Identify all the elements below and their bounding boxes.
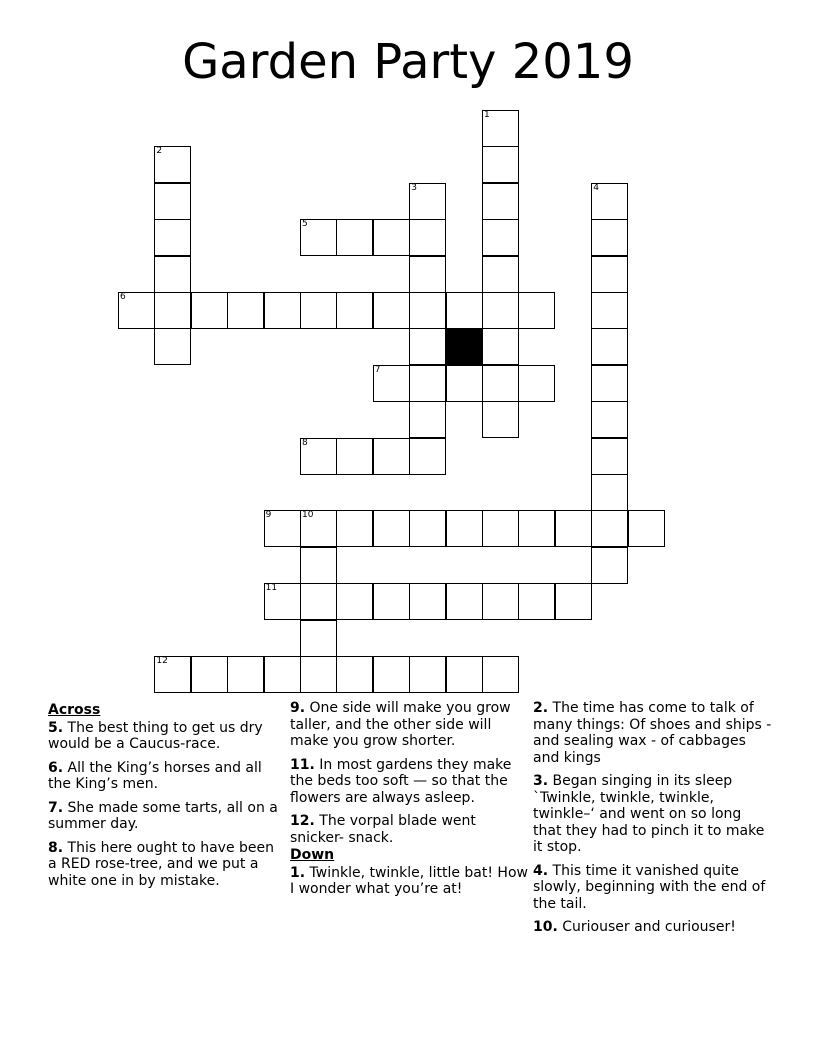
grid-cell[interactable] [482,292,519,329]
clue-text: The best thing to get us dry would be a Caucus-race. [48,719,263,752]
grid-cell[interactable] [373,583,410,620]
grid-cell[interactable] [518,583,555,620]
grid-cell[interactable] [373,656,410,693]
grid-cell[interactable] [409,183,446,220]
grid-cell[interactable] [591,401,628,438]
down-clue-list-continued [533,700,773,936]
clue-number-label: 1 [484,110,490,120]
grid-cell[interactable] [482,401,519,438]
clue-text: In most gardens they make the beds too soft — so that the flowers are always asleep. [290,756,512,806]
grid-cell[interactable] [227,292,264,329]
down-clue [533,700,773,766]
grid-cell[interactable] [336,656,373,693]
grid-cell[interactable] [300,292,337,329]
clue-number: 1. [290,864,306,881]
grid-cell[interactable] [591,365,628,402]
clue-text: Began singing in its sleep `Twinkle, twinkle, twinkle, twinkle–‘ and went on so long that they had to pinch it to make it stop. [533,773,765,855]
across-heading: Across [48,702,101,718]
grid-cell[interactable] [336,219,373,256]
clues-column-3 [533,700,773,943]
grid-cell[interactable] [154,328,191,365]
clue-number: 5. [48,719,64,736]
grid-cell[interactable] [154,146,191,183]
grid-cell[interactable] [191,292,228,329]
grid-cell[interactable] [409,328,446,365]
grid-cell[interactable] [591,219,628,256]
grid-cell[interactable] [555,510,592,547]
down-clue [533,773,773,856]
grid-cell-black [446,328,483,365]
grid-cell[interactable] [482,656,519,693]
across-clue [48,720,280,753]
grid-cell[interactable] [409,510,446,547]
grid-cell[interactable] [482,583,519,620]
grid-cell[interactable] [446,510,483,547]
grid-cell[interactable] [446,292,483,329]
grid-cell[interactable] [300,620,337,657]
grid-cell[interactable] [409,656,446,693]
grid-cell[interactable] [154,656,191,693]
clue-number: 2. [533,700,549,716]
grid-cell[interactable] [300,219,337,256]
grid-cell[interactable] [336,510,373,547]
clue-number-label: 10 [302,510,314,521]
clues-column-2 [290,700,528,905]
grid-cell[interactable] [154,183,191,220]
down-clue-list [290,865,528,898]
across-clue [48,840,280,890]
grid-cell[interactable] [409,583,446,620]
clue-number: 10. [533,919,558,935]
clue-number: 3. [533,773,549,789]
clue-number: 11. [290,756,315,773]
clue-number: 6. [48,759,64,776]
grid-cell[interactable] [336,438,373,475]
down-clue [290,865,528,898]
grid-cell[interactable] [373,438,410,475]
grid-cell[interactable] [591,438,628,475]
clue-number-label: 7 [374,364,381,375]
grid-cell[interactable] [373,292,410,329]
grid-cell[interactable] [264,583,301,620]
grid-cell[interactable] [300,510,337,547]
grid-cell[interactable] [446,365,483,402]
across-clue [290,700,528,750]
grid-cell[interactable] [482,219,519,256]
clue-text: Twinkle, twinkle, little bat! How I wonder what you’re at! [290,864,528,897]
clue-text: She made some tarts, all on a summer day. [48,799,278,832]
grid-cell[interactable] [336,292,373,329]
grid-cell[interactable] [555,583,592,620]
across-clue [290,757,528,807]
clue-text: All the King’s horses and all the King’s men. [48,759,262,792]
across-clue-list-continued [290,700,528,846]
grid-cell[interactable] [373,365,410,402]
grid-cell[interactable] [409,365,446,402]
down-clue [533,863,773,913]
down-clue [533,919,773,936]
grid-cell[interactable] [482,146,519,183]
grid-cell[interactable] [264,292,301,329]
grid-cell[interactable] [409,292,446,329]
grid-cell[interactable] [373,219,410,256]
grid-cell[interactable] [409,401,446,438]
grid-cell[interactable] [482,328,519,365]
grid-cell[interactable] [518,292,555,329]
grid-cell[interactable] [409,256,446,293]
clue-text: Curiouser and curiouser! [562,919,736,935]
grid-cell[interactable] [446,583,483,620]
clue-number-label: 4 [593,182,599,193]
grid-cell[interactable] [591,510,628,547]
grid-cell[interactable] [591,328,628,365]
grid-cell[interactable] [628,510,665,547]
grid-cell[interactable] [264,510,301,547]
grid-cell[interactable] [191,656,228,693]
grid-cell[interactable] [227,656,264,693]
clue-text: This here ought to have been a RED rose-tree, and we put a white one in by mistake. [48,839,275,889]
puzzle-title: Garden Party 2019 [182,34,634,90]
grid-cell[interactable] [482,510,519,547]
grid-cell[interactable] [154,292,191,329]
grid-cell[interactable] [154,256,191,293]
clue-number: 4. [533,862,549,879]
down-heading: Down [290,847,335,863]
clue-number-label: 9 [265,510,272,521]
clue-number-label: 2 [156,146,163,157]
across-clue-list [48,720,280,890]
grid-cell[interactable] [300,547,337,584]
grid-cell[interactable] [591,183,628,220]
clue-number-label: 3 [411,182,417,193]
across-clue [290,813,528,846]
across-clue [48,760,280,793]
clue-number: 8. [48,839,64,856]
across-clue [48,800,280,833]
grid-cell[interactable] [518,510,555,547]
clue-number-label: 12 [156,656,168,666]
grid-cell[interactable] [482,365,519,402]
grid-cell[interactable] [482,110,519,147]
clues-column-1 [48,700,280,896]
grid-cell[interactable] [409,438,446,475]
grid-cell[interactable] [300,656,337,693]
clue-number: 9. [290,700,306,716]
clue-number: 7. [48,799,64,816]
clue-number: 12. [290,813,315,829]
grid-cell[interactable] [154,219,191,256]
grid-cell[interactable] [482,256,519,293]
grid-cell[interactable] [591,547,628,584]
grid-cell[interactable] [118,292,155,329]
grid-cell[interactable] [373,510,410,547]
grid-cell[interactable] [518,365,555,402]
clue-text: One side will make you grow taller, and the other side will make you grow shorter. [290,700,511,749]
clue-text: The time has come to talk of many things: Of shoes and ships - and sealing wax - of cabbages and kings [533,700,772,766]
grid-cell[interactable] [336,583,373,620]
grid-cell[interactable] [409,219,446,256]
grid-cell[interactable] [264,656,301,693]
grid-cell[interactable] [300,438,337,475]
clue-text: This time it vanished quite slowly, beginning with the end of the tail. [533,862,766,912]
grid-cell[interactable] [591,256,628,293]
clue-text: The vorpal blade went snicker- snack. [290,813,476,846]
grid-cell[interactable] [591,292,628,329]
clue-number-label: 11 [265,583,278,594]
grid-cell[interactable] [482,183,519,220]
clue-number-label: 6 [120,292,126,302]
clue-number-label: 5 [302,219,308,230]
grid-cell[interactable] [300,583,337,620]
clue-number-label: 8 [302,437,308,448]
grid-cell[interactable] [446,656,483,693]
grid-cell[interactable] [591,474,628,511]
